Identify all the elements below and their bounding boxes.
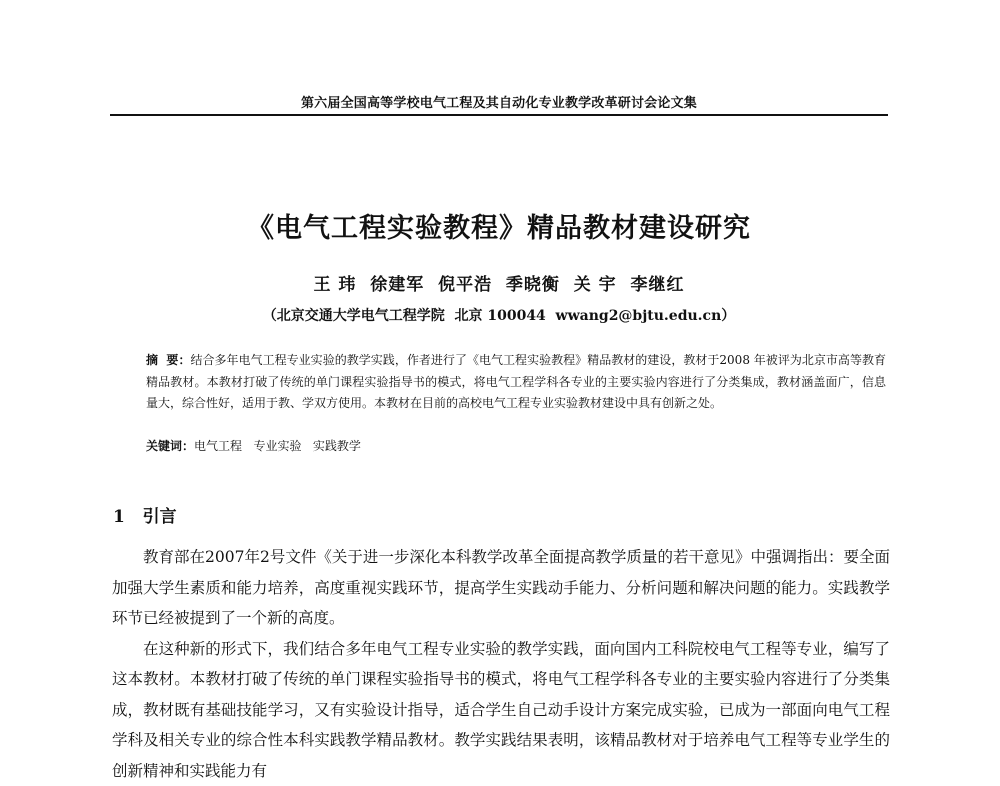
keywords <box>146 437 361 454</box>
abstract-body <box>116 350 886 415</box>
header-rule <box>110 114 888 116</box>
body-text <box>112 542 890 786</box>
abstract <box>116 350 886 415</box>
keywords-text: 电气工程 专业实验 实践教学 <box>194 439 361 453</box>
affiliation: （北京交通大学电气工程学院 北京 100044 wwang2@bjtu.edu.cn） <box>110 305 888 325</box>
paragraph: 教育部在2007年2号文件《关于进一步深化本科教学改革全面提高教学质量的若干意见》中强调指出：要全面加强大学生素质和能力培养，高度重视实践环节，提高学生实践动手能力、分析问题和解决问题的能力。实践教学环节已经被提到了一个新的高度。 <box>112 542 890 634</box>
keywords-label: 关键词： <box>146 439 194 453</box>
abstract-text: 结合多年电气工程专业实验的教学实践，作者进行了《电气工程实验教程》精品教材的建设，教材于2008 年被评为北京市高等教育精品教材。本教材打破了传统的单门课程实验指导书的模式，将电气工程学科各专业的主要实验内容进行了分类集成，教材涵盖面广，信息量大，综合性好，适用于教、学双方使用。本教材在目前的高校电气工程专业实验教材建设中具有创新之处。 <box>146 353 886 410</box>
paper-title: 《电气工程实验教程》精品教材建设研究 <box>110 206 888 245</box>
section-title: 引言 <box>143 507 177 527</box>
section-heading <box>113 502 177 527</box>
running-header: 第六届全国高等学校电气工程及其自动化专业教学改革研讨会论文集 <box>110 92 888 111</box>
author-list: 王 玮 徐建军 倪平浩 季晓衡 关 宇 李继红 <box>110 270 888 295</box>
section-number: 1 <box>113 507 125 527</box>
abstract-label: 摘 要： <box>146 353 190 367</box>
paragraph: 在这种新的形式下，我们结合多年电气工程专业实验的教学实践，面向国内工科院校电气工程等专业，编写了这本教材。本教材打破了传统的单门课程实验指导书的模式，将电气工程学科各专业的主要实验内容进行了分类集成，教材既有基础技能学习，又有实验设计指导，适合学生自己动手设计方案完成实验，已成为一部面向电气工程学科及相关专业的综合性本科实践教学精品教材。教学实践结果表明，该精品教材对于培养电气工程等专业学生的创新精神和实践能力有 <box>112 634 890 786</box>
